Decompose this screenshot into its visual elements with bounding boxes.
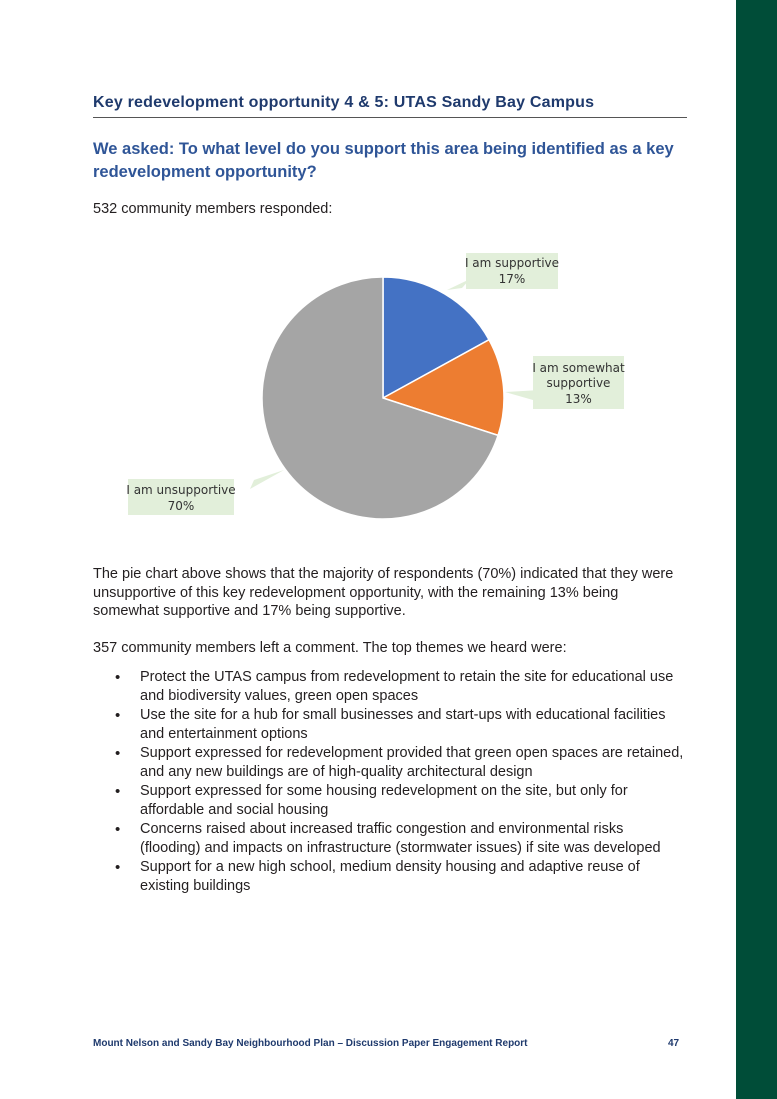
section-title: Key redevelopment opportunity 4 & 5: UTAS Sandy Bay Campus: [93, 94, 687, 118]
page-number: 47: [668, 1038, 680, 1049]
list-item: • Protect the UTAS campus from redevelopment to retain the site for educational use and biodiversity values, green open spaces: [93, 668, 687, 706]
callout-somewhat: [532, 356, 625, 409]
list-item: • Support expressed for redevelopment provided that green open spaces are retained, and any new buildings are of high-quality architectural design: [93, 744, 687, 782]
comments-intro: 357 community members left a comment. The top themes we heard were:: [93, 640, 567, 656]
list-item: • Support for a new high school, medium density housing and adaptive reuse of existing buildings: [93, 858, 687, 896]
leader-unsupportive: [250, 470, 284, 489]
chart-summary: The pie chart above shows that the majority of respondents (70%) indicated that they were unsupportive of this key redevelopment opportunity, with the remaining 13% being somewhat supportive and 17% being supportive.: [93, 566, 674, 619]
callout-unsupportive: [126, 479, 235, 515]
callout-supportive: [465, 253, 559, 289]
callout-somewhat-value: 13%: [565, 392, 592, 406]
callout-supportive-value: 17%: [498, 272, 526, 286]
callout-supportive-label: I am supportive: [464, 256, 560, 270]
list-item: • Concerns raised about increased traffic congestion and environmental risks (flooding) and impacts on infrastructure (stormwater issues) if site was developed: [93, 820, 687, 858]
callout-somewhat-label-2: supportive: [546, 376, 611, 390]
callout-unsupportive-label: I am unsupportive: [126, 483, 236, 497]
callout-unsupportive-value: 70%: [167, 499, 195, 513]
respondent-count: 532 community members responded:: [93, 201, 333, 217]
footer-title: Mount Nelson and Sandy Bay Neighbourhood Plan – Discussion Paper Engagement Report: [93, 1038, 528, 1049]
survey-question: We asked: To what level do you support this area being identified as a key redevelopment opportunity?: [93, 140, 674, 181]
list-item: • Use the site for a hub for small businesses and start-ups with educational facilities and entertainment options: [93, 706, 687, 744]
callout-somewhat-label-1: I am somewhat: [532, 361, 625, 375]
list-item: • Support expressed for some housing redevelopment on the site, but only for affordable and social housing: [93, 782, 687, 820]
themes-list: [93, 668, 687, 896]
